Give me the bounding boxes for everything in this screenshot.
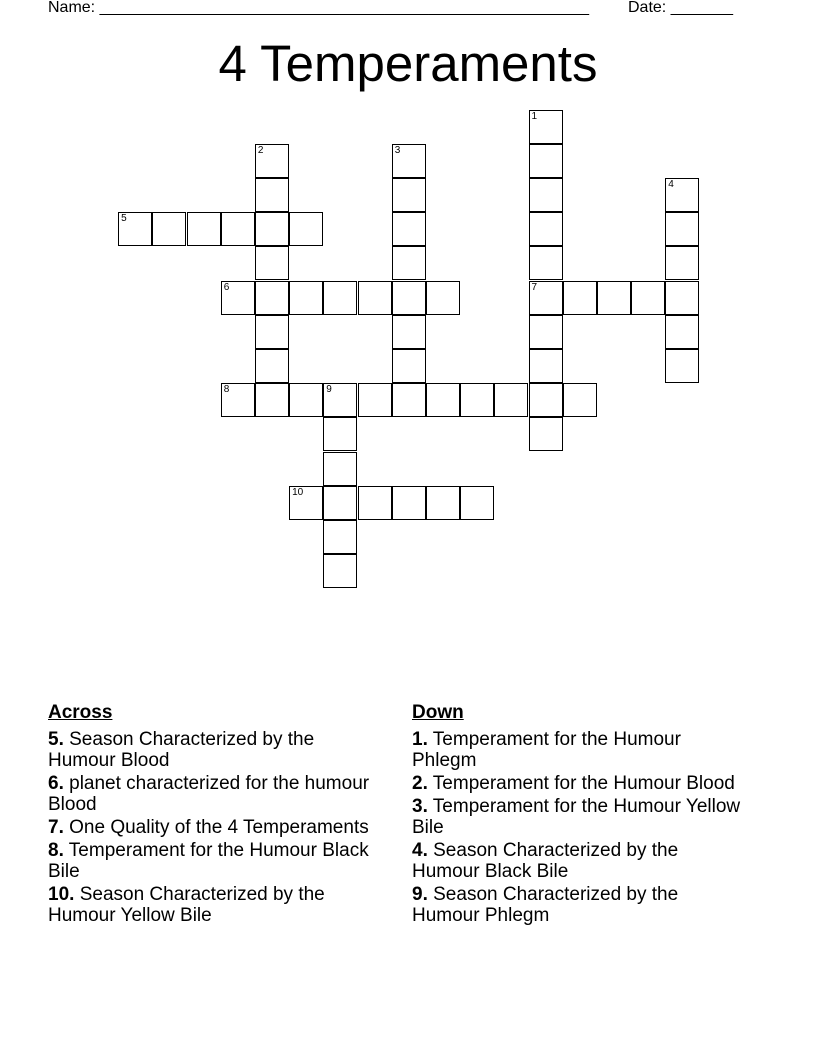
cell-number: 2 [257, 144, 264, 156]
clue-across-6 [48, 773, 378, 815]
crossword-cell[interactable] [529, 349, 563, 383]
clue-text: planet characterized for the humour Blood [48, 773, 370, 815]
clue-text: One Quality of the 4 Temperaments [63, 817, 369, 838]
crossword-cell[interactable] [529, 246, 563, 280]
clue-text: Season Characterized by the Humour Black Bile [412, 840, 679, 882]
crossword-cell-3[interactable] [392, 144, 426, 178]
cell-number: 8 [223, 384, 230, 396]
across-heading: Across [48, 702, 113, 723]
crossword-cell-10[interactable] [289, 486, 323, 520]
crossword-cell[interactable] [255, 349, 289, 383]
crossword-cell[interactable] [289, 212, 323, 246]
crossword-cell[interactable] [323, 554, 357, 588]
crossword-cell[interactable] [426, 383, 460, 417]
crossword-cell[interactable] [358, 281, 392, 315]
crossword-cell-1[interactable] [529, 110, 563, 144]
crossword-cell[interactable] [392, 383, 426, 417]
crossword-cell[interactable] [392, 281, 426, 315]
clue-text: Season Characterized by the Humour Yellow Bile [48, 884, 325, 926]
crossword-cell[interactable] [597, 281, 631, 315]
crossword-cell[interactable] [323, 452, 357, 486]
clue-number: 8. [48, 840, 64, 861]
crossword-cell[interactable] [494, 383, 528, 417]
clue-number: 2. [412, 773, 428, 794]
clue-number: 1. [412, 729, 428, 750]
crossword-cell[interactable] [255, 178, 289, 212]
crossword-cell-2[interactable] [255, 144, 289, 178]
cell-number: 5 [121, 213, 127, 225]
crossword-cell[interactable] [255, 212, 289, 246]
clue-number: 10. [48, 884, 75, 905]
crossword-cell[interactable] [392, 212, 426, 246]
crossword-cell[interactable] [529, 383, 563, 417]
crossword-cell-5[interactable] [118, 212, 152, 246]
clue-number: 4. [412, 840, 428, 861]
crossword-cell[interactable] [255, 246, 289, 280]
crossword-cell-6[interactable] [221, 281, 255, 315]
crossword-cell[interactable] [665, 349, 699, 383]
crossword-cell-7[interactable] [529, 281, 563, 315]
cell-number: 9 [326, 384, 332, 396]
crossword-cell[interactable] [358, 486, 392, 520]
crossword-cell[interactable] [665, 212, 699, 246]
clue-number: 6. [48, 773, 64, 794]
down-heading: Down [412, 702, 464, 723]
crossword-cell[interactable] [665, 281, 699, 315]
crossword-cell[interactable] [529, 144, 563, 178]
clue-number: 3. [412, 796, 428, 817]
clue-text: Temperament for the Humour Yellow Bile [412, 796, 741, 838]
crossword-cell[interactable] [631, 281, 665, 315]
crossword-cell[interactable] [255, 383, 289, 417]
cell-number: 10 [292, 486, 304, 498]
cell-number: 3 [394, 144, 401, 156]
clue-text: Temperament for the Humour Black Bile [48, 840, 369, 882]
crossword-cell[interactable] [221, 212, 255, 246]
clue-text: Temperament for the Humour Phlegm [412, 729, 681, 771]
clue-down-3 [412, 796, 742, 838]
crossword-cell[interactable] [392, 246, 426, 280]
clue-across-10 [48, 884, 378, 926]
clue-text: Temperament for the Humour Blood [427, 773, 735, 794]
crossword-cell[interactable] [392, 315, 426, 349]
crossword-cell[interactable] [529, 417, 563, 451]
crossword-cell[interactable] [392, 349, 426, 383]
clue-across-7 [48, 817, 378, 838]
down-clues [412, 702, 742, 928]
clue-across-5 [48, 729, 378, 771]
clue-text: Season Characterized by the Humour Phlegm [412, 884, 679, 926]
date-field[interactable]: Date: _______ [628, 0, 733, 16]
crossword-cell[interactable] [426, 281, 460, 315]
crossword-cell[interactable] [665, 246, 699, 280]
crossword-cell[interactable] [460, 486, 494, 520]
crossword-cell[interactable] [187, 212, 221, 246]
crossword-cell[interactable] [323, 486, 357, 520]
cell-number: 4 [668, 178, 674, 190]
clue-down-2 [412, 773, 742, 794]
crossword-cell[interactable] [289, 281, 323, 315]
clue-across-8 [48, 840, 378, 882]
crossword-cell[interactable] [563, 383, 597, 417]
crossword-cell[interactable] [323, 281, 357, 315]
cell-number: 6 [223, 281, 230, 293]
crossword-cell-8[interactable] [221, 383, 255, 417]
crossword-cell[interactable] [289, 383, 323, 417]
clue-number: 7. [48, 817, 64, 838]
crossword-cell[interactable] [529, 178, 563, 212]
clue-number: 5. [48, 729, 64, 750]
crossword-cell[interactable] [323, 520, 357, 554]
crossword-cell[interactable] [255, 315, 289, 349]
clue-down-4 [412, 840, 742, 882]
crossword-cell[interactable] [563, 281, 597, 315]
crossword-cell[interactable] [152, 212, 186, 246]
crossword-cell[interactable] [358, 383, 392, 417]
crossword-cell[interactable] [529, 212, 563, 246]
crossword-cell[interactable] [426, 486, 460, 520]
crossword-cell[interactable] [460, 383, 494, 417]
crossword-cell[interactable] [665, 315, 699, 349]
clue-text: Season Characterized by the Humour Blood [48, 729, 315, 771]
crossword-cell[interactable] [255, 281, 289, 315]
name-field[interactable]: Name: _______________________________________________________ [48, 0, 589, 16]
cell-number: 7 [531, 281, 538, 293]
cell-number: 1 [531, 110, 538, 122]
clue-down-1 [412, 729, 742, 771]
crossword-cell[interactable] [529, 315, 563, 349]
across-clues [48, 702, 378, 928]
clue-down-9 [412, 884, 742, 926]
crossword-cell-4[interactable] [665, 178, 699, 212]
crossword-cell-9[interactable] [323, 383, 357, 417]
clue-number: 9. [412, 884, 428, 905]
crossword-cell[interactable] [392, 486, 426, 520]
crossword-cell[interactable] [392, 178, 426, 212]
page-title: 4 Temperaments [218, 35, 598, 92]
crossword-cell[interactable] [323, 417, 357, 451]
